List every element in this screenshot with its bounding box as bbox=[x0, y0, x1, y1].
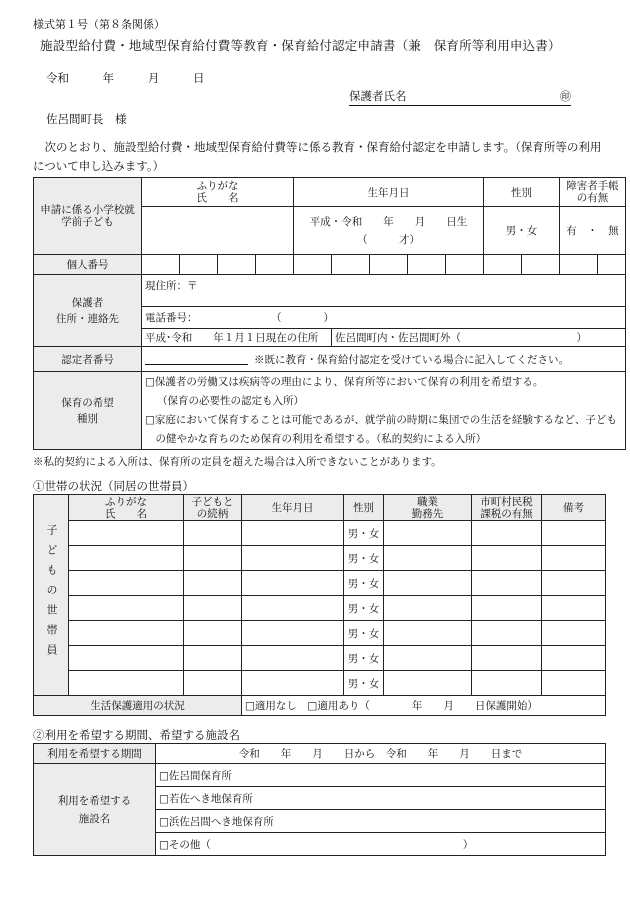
address-as-of-label: 平成･令和 年１月１日現在の住所 bbox=[142, 329, 332, 347]
hh-name-cell[interactable] bbox=[69, 571, 184, 596]
hh-remarks-cell[interactable] bbox=[542, 521, 606, 546]
household-side-text: 子どもの世帯員 bbox=[45, 523, 58, 664]
hh-tax-cell[interactable] bbox=[472, 546, 542, 571]
period-label: 利用を希望する期間 bbox=[34, 744, 156, 764]
hh-name-cell[interactable] bbox=[69, 521, 184, 546]
desired-option-2-checkbox[interactable]: □家庭において保育することは可能であるが、就学前の時期に集団での生活を経験するなど、子どもの健やかな育ちのため保育の利用を希望する。（私的契約による入所） bbox=[145, 413, 617, 445]
hh-birth-cell[interactable] bbox=[242, 671, 344, 696]
hh-tax-header: 市町村民税 課税の有無 bbox=[472, 495, 542, 521]
hh-name-cell[interactable] bbox=[69, 646, 184, 671]
certification-number-field[interactable] bbox=[142, 347, 626, 372]
hh-relation-cell[interactable] bbox=[184, 671, 242, 696]
hh-relation-cell[interactable] bbox=[184, 621, 242, 646]
phone-field[interactable]: 電話番号： （ ） bbox=[142, 307, 626, 329]
personal-number-digit[interactable] bbox=[408, 255, 446, 275]
hh-relation-cell[interactable] bbox=[184, 521, 242, 546]
hh-name-cell[interactable] bbox=[69, 546, 184, 571]
personal-number-spacer bbox=[598, 255, 626, 275]
hh-tax-cell[interactable] bbox=[472, 671, 542, 696]
hh-job-cell[interactable] bbox=[384, 646, 472, 671]
intro-text: 次のとおり、施設型給付費・地域型保育給付費等に係る教育・保育給付認定を申請します。（保育所等の利用について申し込みます。） bbox=[33, 140, 602, 173]
facility-option-hamasaroma-checkbox[interactable]: □浜佐呂間へき地保育所 bbox=[156, 810, 606, 833]
desired-option-1-sub: （保育の必要性の認定も入所） bbox=[157, 394, 304, 407]
hh-remarks-cell[interactable] bbox=[542, 596, 606, 621]
guardian-name-label: 保護者氏名 bbox=[349, 89, 407, 103]
form-number: 様式第１号（第８条関係） bbox=[33, 18, 165, 31]
date-month: 月 bbox=[147, 71, 160, 85]
hh-tax-cell[interactable] bbox=[472, 596, 542, 621]
hh-birth-cell[interactable] bbox=[242, 621, 344, 646]
hh-birth-cell[interactable] bbox=[242, 571, 344, 596]
guardian-address-label: 保護者 住所・連絡先 bbox=[34, 275, 142, 347]
date-day: 日 bbox=[192, 71, 205, 85]
applicant-table bbox=[33, 177, 626, 450]
personal-number-digit[interactable] bbox=[370, 255, 408, 275]
household-side-label bbox=[34, 495, 69, 696]
welfare-status-select[interactable]: □適用なし □適用あり（ 年 月 日保護開始） bbox=[242, 696, 606, 716]
hh-tax-cell[interactable] bbox=[472, 621, 542, 646]
personal-number-digit[interactable] bbox=[180, 255, 218, 275]
hh-job-cell[interactable] bbox=[384, 596, 472, 621]
hh-tax-cell[interactable] bbox=[472, 521, 542, 546]
personal-number-digit[interactable] bbox=[256, 255, 294, 275]
hh-remarks-header: 備考 bbox=[542, 495, 606, 521]
hh-relation-header: 子どもとの続柄 bbox=[184, 495, 242, 521]
hh-relation-cell[interactable] bbox=[184, 646, 242, 671]
welfare-status-label: 生活保護適用の状況 bbox=[34, 696, 242, 716]
child-furigana-name-header: ふりがな 氏 名 bbox=[142, 178, 294, 207]
private-contract-note: ※私的契約による入所は、保育所の定員を超えた場合は入所できないことがあります。 bbox=[33, 456, 442, 468]
date-year: 年 bbox=[102, 71, 115, 85]
child-age: （ 才） bbox=[357, 233, 420, 246]
hh-tax-cell[interactable] bbox=[472, 646, 542, 671]
hh-name-cell[interactable] bbox=[69, 621, 184, 646]
personal-number-digit[interactable] bbox=[332, 255, 370, 275]
form-title: 施設型給付費・地域型保育給付費等教育・保育給付認定申請書（兼 保育所等利用申込書） bbox=[40, 38, 561, 53]
hh-remarks-cell[interactable] bbox=[542, 546, 606, 571]
certification-number-label: 認定者番号 bbox=[34, 347, 142, 372]
household-table bbox=[33, 494, 606, 716]
guardian-name-field[interactable] bbox=[349, 88, 571, 106]
date-era: 令和 bbox=[46, 71, 69, 85]
application-date-line bbox=[46, 70, 204, 86]
hh-birth-cell[interactable] bbox=[242, 521, 344, 546]
hh-birth-cell[interactable] bbox=[242, 546, 344, 571]
certification-number-input[interactable] bbox=[145, 354, 248, 365]
seal-mark: ㊞ bbox=[560, 90, 571, 103]
hh-remarks-cell[interactable] bbox=[542, 646, 606, 671]
facility-label: 利用を希望する 施設名 bbox=[34, 764, 156, 856]
hh-gender-cell[interactable]: 男・女 bbox=[344, 596, 384, 621]
facility-option-wakasa-checkbox[interactable]: □若佐へき地保育所 bbox=[156, 787, 606, 810]
hh-birth-header: 生年月日 bbox=[242, 495, 344, 521]
hh-gender-cell[interactable]: 男・女 bbox=[344, 571, 384, 596]
child-disability-header: 障害者手帳の有無 bbox=[560, 178, 626, 207]
personal-number-digit[interactable] bbox=[142, 255, 180, 275]
hh-relation-cell[interactable] bbox=[184, 571, 242, 596]
desired-type-options bbox=[142, 372, 626, 450]
personal-number-digit[interactable] bbox=[560, 255, 598, 275]
hh-name-cell[interactable] bbox=[69, 671, 184, 696]
child-gender-header: 性別 bbox=[484, 178, 560, 207]
hh-gender-cell[interactable]: 男・女 bbox=[344, 621, 384, 646]
hh-name-cell[interactable] bbox=[69, 596, 184, 621]
hh-birth-cell[interactable] bbox=[242, 646, 344, 671]
hh-job-cell[interactable] bbox=[384, 571, 472, 596]
hh-gender-cell[interactable]: 男・女 bbox=[344, 646, 384, 671]
hh-name-header: ふりがな 氏 名 bbox=[69, 495, 184, 521]
current-address-field[interactable]: 現住所：〒 bbox=[142, 275, 626, 307]
hh-gender-cell[interactable]: 男・女 bbox=[344, 546, 384, 571]
child-birth-input[interactable] bbox=[294, 207, 484, 255]
facility-option-sarorma-checkbox[interactable]: □佐呂間保育所 bbox=[156, 764, 606, 787]
section2-heading: ②利用を希望する期間、希望する施設名 bbox=[33, 728, 240, 742]
hh-birth-cell[interactable] bbox=[242, 596, 344, 621]
personal-number-digit[interactable] bbox=[446, 255, 484, 275]
period-field[interactable]: 令和 年 月 日から 令和 年 月 日まで bbox=[156, 744, 606, 764]
hh-remarks-cell[interactable] bbox=[542, 671, 606, 696]
hh-job-cell[interactable] bbox=[384, 546, 472, 571]
hh-relation-cell[interactable] bbox=[184, 546, 242, 571]
hh-job-cell[interactable] bbox=[384, 621, 472, 646]
personal-number-label: 個人番号 bbox=[34, 255, 142, 275]
hh-job-cell[interactable] bbox=[384, 671, 472, 696]
addressee: 佐呂間町長 様 bbox=[46, 112, 127, 126]
desired-option-1-checkbox[interactable]: □保護者の労働又は疾病等の理由により、保育所等において保育の利用を希望する。 bbox=[145, 375, 544, 388]
hh-remarks-cell[interactable] bbox=[542, 571, 606, 596]
hh-job-header: 職業 勤務先 bbox=[384, 495, 472, 521]
facility-table bbox=[33, 743, 606, 856]
hh-job-cell[interactable] bbox=[384, 521, 472, 546]
child-birth-header: 生年月日 bbox=[294, 178, 484, 207]
desired-type-label: 保育の希望 種別 bbox=[34, 372, 142, 450]
hh-tax-cell[interactable] bbox=[472, 571, 542, 596]
facility-option-other-checkbox[interactable]: □その他（ ） bbox=[156, 833, 606, 856]
hh-gender-header: 性別 bbox=[344, 495, 384, 521]
child-name-input[interactable] bbox=[142, 207, 294, 255]
personal-number-digit[interactable] bbox=[484, 255, 522, 275]
child-disability-select[interactable]: 有 ・ 無 bbox=[560, 207, 626, 255]
hh-gender-cell[interactable]: 男・女 bbox=[344, 521, 384, 546]
applicant-child-label: 申請に係る小学校就学前子ども bbox=[34, 178, 142, 255]
personal-number-digit[interactable] bbox=[294, 255, 332, 275]
section1-heading: ①世帯の状況（同居の世帯員） bbox=[33, 479, 194, 493]
hh-relation-cell[interactable] bbox=[184, 596, 242, 621]
child-birth-date: 平成・令和 年 月 日生 bbox=[309, 215, 468, 228]
child-gender-select[interactable]: 男・女 bbox=[484, 207, 560, 255]
hh-gender-cell[interactable]: 男・女 bbox=[344, 671, 384, 696]
personal-number-digit[interactable] bbox=[218, 255, 256, 275]
hh-remarks-cell[interactable] bbox=[542, 621, 606, 646]
personal-number-digit[interactable] bbox=[522, 255, 560, 275]
certification-note: ※既に教育・保育給付認定を受けている場合に記入してください。 bbox=[254, 353, 569, 366]
in-out-town-select[interactable]: 佐呂間町内・佐呂間町外（ ） bbox=[332, 329, 626, 347]
